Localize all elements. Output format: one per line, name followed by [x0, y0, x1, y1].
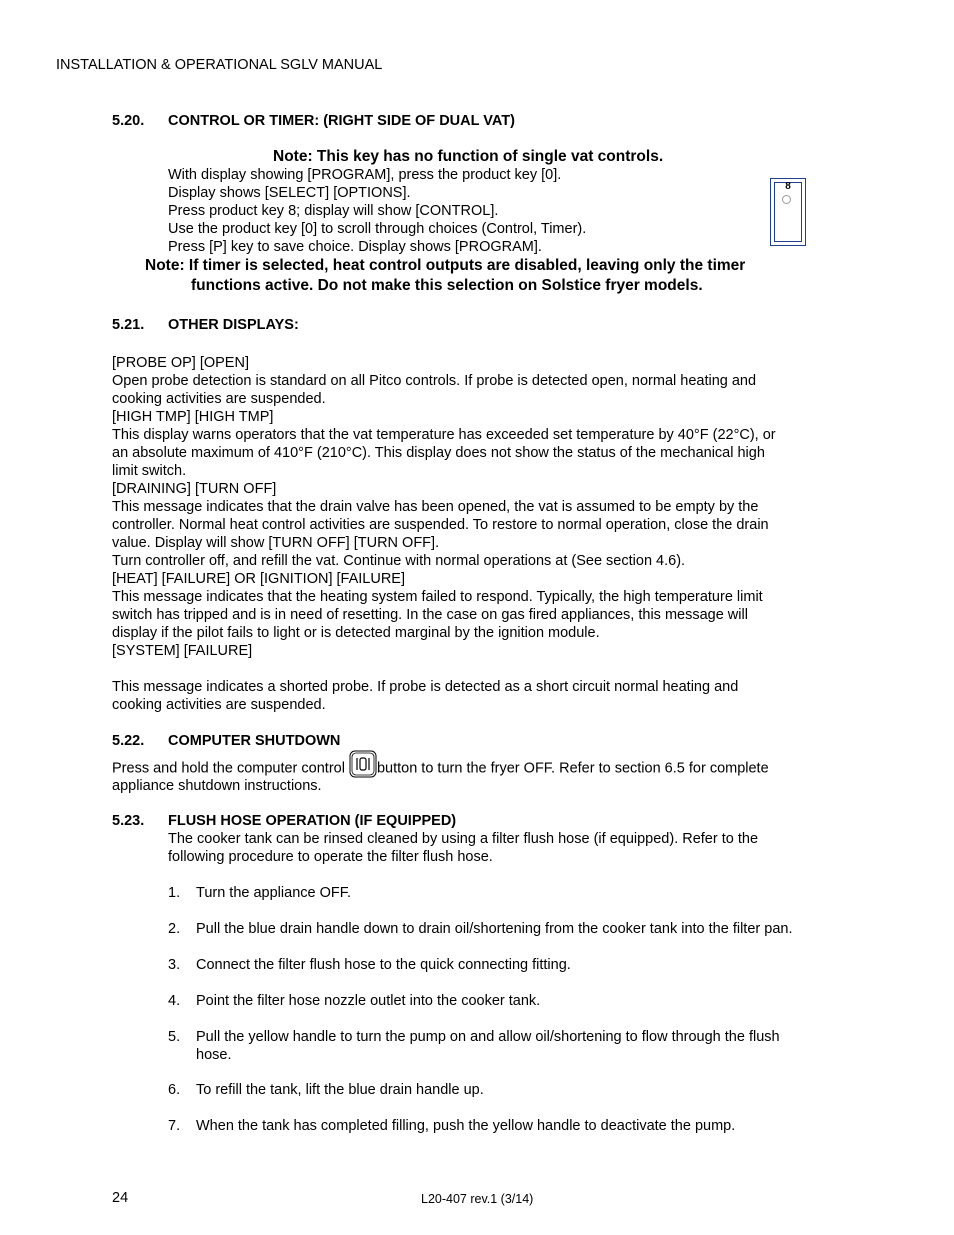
body-line: cooking activities are suspended. [112, 697, 326, 713]
page-number: 24 [112, 1190, 129, 1206]
body-line: display if the pilot fails to light or is detected marginal by the ignition module. [112, 625, 600, 641]
body-line: value. Display will show [TURN OFF] [TURN OFF]. [112, 535, 440, 551]
body-line: switch has tripped and is in need of resetting. In the case on gas fired appliances, this message will [112, 607, 748, 623]
section-number: 5.22. [112, 733, 145, 749]
step-number: 6. [168, 1082, 181, 1098]
step-text: hose. [196, 1047, 232, 1063]
step-number: 7. [168, 1118, 181, 1134]
power-button-icon [349, 750, 377, 787]
body-line: This display warns operators that the vat temperature has exceeded set temperature by 40°F (22°C), or [112, 427, 776, 443]
instruction-line: Use the product key [0] to scroll through choices (Control, Timer). [168, 221, 587, 237]
instruction-line: Press [P] key to save choice. Display shows [PROGRAM]. [168, 239, 542, 255]
body-line: [DRAINING] [TURN OFF] [112, 481, 277, 497]
section-title: OTHER DISPLAYS: [168, 317, 299, 333]
step-number: 4. [168, 993, 181, 1009]
document-revision: L20-407 rev.1 (3/14) [421, 1192, 534, 1206]
body-line: [PROBE OP] [OPEN] [112, 355, 249, 371]
section-title: FLUSH HOSE OPERATION (IF EQUIPPED) [168, 813, 457, 829]
step-text: Turn the appliance OFF. [196, 885, 352, 901]
body-line: [HIGH TMP] [HIGH TMP] [112, 409, 274, 425]
warning-note: Note: If timer is selected, heat control outputs are disabled, leaving only the timer [145, 257, 746, 274]
step-text: Pull the yellow handle to turn the pump on and allow oil/shortening to flow through the flush [196, 1029, 780, 1045]
running-header: INSTALLATION & OPERATIONAL SGLV MANUAL [56, 57, 383, 73]
section-number: 5.21. [112, 317, 145, 333]
body-line: This message indicates that the heating system failed to respond. Typically, the high temperature limit [112, 589, 763, 605]
body-line: following procedure to operate the filter flush hose. [168, 849, 493, 865]
key-led-icon [782, 195, 791, 204]
body-line: cooking activities are suspended. [112, 391, 326, 407]
instruction-line: Display shows [SELECT] [OPTIONS]. [168, 185, 411, 201]
instruction-line: Press product key 8; display will show [CONTROL]. [168, 203, 499, 219]
section-number: 5.23. [112, 813, 145, 829]
body-line: controller. Normal heat control activities are suspended. To restore to normal operation, close the drain [112, 517, 769, 533]
step-text: To refill the tank, lift the blue drain handle up. [196, 1082, 484, 1098]
step-text: When the tank has completed filling, push the yellow handle to deactivate the pump. [196, 1118, 736, 1134]
body-line: appliance shutdown instructions. [112, 778, 322, 794]
warning-note: functions active. Do not make this selection on Solstice fryer models. [191, 277, 703, 294]
body-line: This message indicates a shorted probe. If probe is detected as a short circuit normal heating and [112, 679, 739, 695]
body-line: Turn controller off, and refill the vat. Continue with normal operations at (See section 4.6). [112, 553, 686, 569]
body-line: [SYSTEM] [FAILURE] [112, 643, 253, 659]
step-number: 1. [168, 885, 181, 901]
step-text: Point the filter hose nozzle outlet into the cooker tank. [196, 993, 541, 1009]
note: Note: This key has no function of single vat controls. [273, 148, 664, 165]
section-number: 5.20. [112, 113, 145, 129]
body-line: [HEAT] [FAILURE] OR [IGNITION] [FAILURE] [112, 571, 406, 587]
body-line: This message indicates that the drain valve has been opened, the vat is assumed to be empty by the [112, 499, 759, 515]
step-number: 5. [168, 1029, 181, 1045]
shutdown-text: button to turn the fryer OFF. Refer to section 6.5 for complete [376, 760, 769, 777]
body-line: Open probe detection is standard on all Pitco controls. If probe is detected open, normal heating and [112, 373, 757, 389]
step-number: 2. [168, 921, 181, 937]
shutdown-text: Press and hold the computer control [112, 760, 349, 777]
step-text: Connect the filter flush hose to the quick connecting fitting. [196, 957, 571, 973]
key-label: 8 [785, 181, 791, 192]
section-title: CONTROL OR TIMER: (RIGHT SIDE OF DUAL VAT) [168, 113, 515, 129]
step-number: 3. [168, 957, 181, 973]
body-line: The cooker tank can be rinsed cleaned by using a filter flush hose (if equipped). Refer to the [168, 831, 759, 847]
step-text: Pull the blue drain handle down to drain oil/shortening from the cooker tank into the filter pan. [196, 921, 793, 937]
body-line: limit switch. [112, 463, 187, 479]
product-key-8-illustration [770, 178, 806, 246]
body-line: an absolute maximum of 410°F (210°C). This display does not show the status of the mechanical high [112, 445, 765, 461]
instruction-line: With display showing [PROGRAM], press the product key [0]. [168, 167, 562, 183]
section-title: COMPUTER SHUTDOWN [168, 733, 341, 749]
